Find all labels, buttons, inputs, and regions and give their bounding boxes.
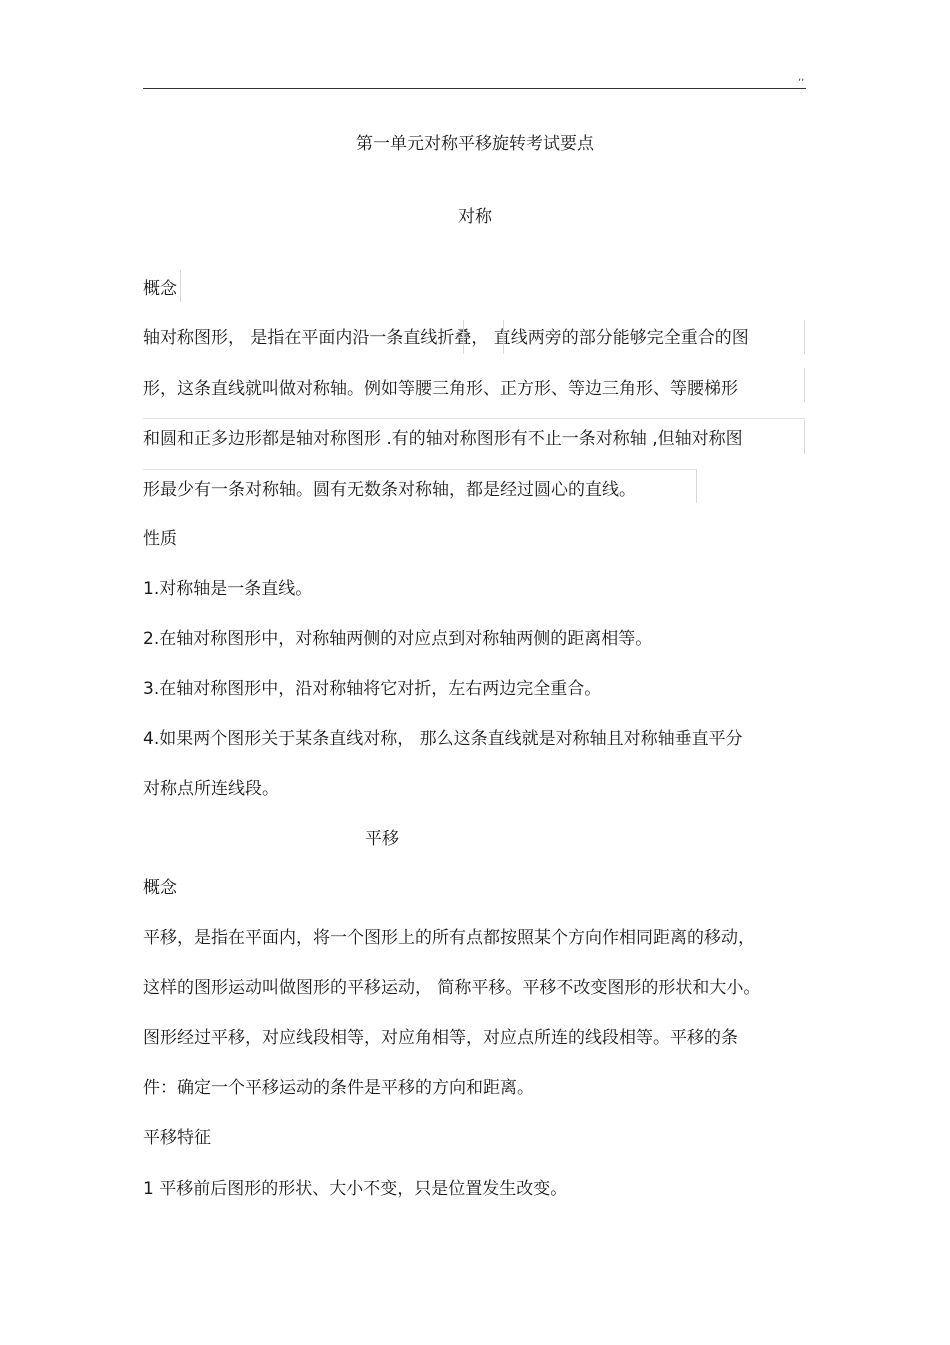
- scan-rule: [804, 320, 805, 354]
- list-item: 1 平移前后图形的形状、大小不变，只是位置发生改变。: [143, 1179, 568, 1199]
- scan-rule: [463, 320, 464, 354]
- scan-rule: [503, 320, 504, 354]
- paragraph-line: 轴对称图形， 是指在平面内沿一条直线折叠， 直线两旁的部分能够完全重合的图: [143, 328, 749, 348]
- paragraph-line: 和圆和正多边形都是轴对称图形 .有的轴对称图形有不止一条对称轴 ,但轴对称图: [143, 429, 743, 449]
- paragraph-line: 件：确定一个平移运动的条件是平移的方向和距离。: [143, 1078, 534, 1098]
- list-item: 3.在轴对称图形中，沿对称轴将它对折，左右两边完全重合。: [143, 679, 602, 699]
- list-item: 2.在轴对称图形中，对称轴两侧的对应点到对称轴两侧的距离相等。: [143, 629, 653, 649]
- section-heading-symmetry: 对称: [458, 207, 492, 227]
- scan-rule: [143, 469, 696, 470]
- feature-label: 平移特征: [143, 1128, 211, 1148]
- scan-rule: [180, 270, 181, 302]
- list-item: 对称点所连线段。: [143, 779, 279, 799]
- header-mark: ,,: [798, 72, 805, 83]
- concept-label: 概念: [143, 279, 177, 299]
- paragraph-line: 形，这条直线就叫做对称轴。例如等腰三角形、正方形、等边三角形、等腰梯形: [143, 379, 738, 399]
- list-item: 4.如果两个图形关于某条直线对称， 那么这条直线就是对称轴且对称轴垂直平分: [143, 729, 743, 749]
- scan-rule: [143, 418, 805, 419]
- list-item: 1.对称轴是一条直线。: [143, 579, 313, 599]
- scan-rule: [804, 420, 805, 454]
- paragraph-line: 图形经过平移，对应线段相等，对应角相等，对应点所连的线段相等。平移的条: [143, 1028, 738, 1048]
- concept-label: 概念: [143, 878, 177, 898]
- section-heading-translation: 平移: [365, 829, 399, 849]
- document-title: 第一单元对称平移旋转考试要点: [356, 134, 594, 154]
- scan-rule: [804, 368, 805, 402]
- scan-rule: [696, 469, 697, 503]
- property-label: 性质: [143, 529, 177, 549]
- paragraph-line: 形最少有一条对称轴。圆有无数条对称轴，都是经过圆心的直线。: [143, 480, 636, 500]
- paragraph-line: 这样的图形运动叫做图形的平移运动， 简称平移。平移不改变图形的形状和大小。: [143, 978, 761, 998]
- paragraph-line: 平移，是指在平面内，将一个图形上的所有点都按照某个方向作相同距离的移动，: [143, 928, 755, 948]
- header-rule: [143, 88, 806, 89]
